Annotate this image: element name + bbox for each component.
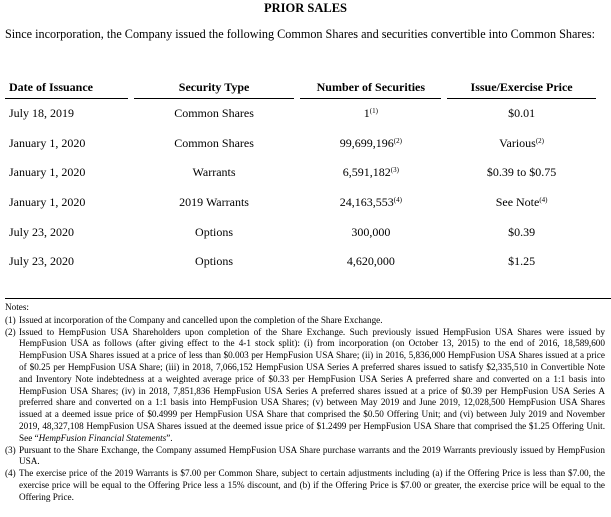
note-number: (1) [5,314,16,325]
note-item [5,327,605,445]
table-row [5,247,596,277]
cell-number [300,129,441,159]
footnote-ref: (1) [369,107,378,116]
cell-price-value: $1.25 [508,254,536,269]
section-title: PRIOR SALES [263,1,347,15]
header-security-type: Security Type [134,76,295,99]
note-text: Pursuant to the Share Exchange, the Company assumed HempFusion USA Share purchase warrants and the 2019 Warrants previously issued by HempFusion USA. [19,444,605,467]
note-text-body: Issued to HempFusion USA Shareholders upon completion of the Share Exchange. Such previously issued HempFusion USA Shares were issued by HempFusion USA as follows (after giving effect to the 4-1 stock split): (i) from incorporation (on October 13, 2015) to the end of 2016, 18,589,600 HempFusion USA Shares issued at a price of less than $0.003 per HempFusion USA Share; (ii) in 2016, 5,836,000 HempFusion USA Shares issued at a price of $0.25 per HempFusion USA Share; (iii) in 2018, 7,066,152 HempFusion USA Series A preferred shares issued to satisfy $2,335,510 in Convertible Note and Inventory Note indebtedness at a weighted average price of $0.33 per HempFusion USA Series A preferred share and converted on a 1:1 basis into HempFusion USA Shares; (iv) in 2018, 7,851,836 HempFusion USA Series A preferred shares issued at a price of $0.39 per HempFusion USA Series A preferred share and converted on a 1:1 basis into HempFusion USA Shares; (v) between May 2019 and June 2019, 12,028,500 HempFusion USA Shares issued at a deemed issue price of $0.4999 per HempFusion USA Share that comprised the $0.50 Offering Unit; and (vi) between July 2019 and November 2019, 48,327,108 HempFusion USA Shares issued at the deemed issue price of $1.2499 per HempFusion USA Share that comprised the $1.25 Offering Unit. See “ [19,326,605,443]
table-row [5,188,596,218]
cell-number-value: 6,591,182 [342,165,391,180]
cell-date [5,217,128,247]
header-number: Number of Securities [300,76,441,99]
cell-number-value: 4,620,000 [346,254,395,269]
cell-date-value: January 1, 2020 [9,195,86,210]
cell-price [447,217,596,247]
cell-date-value: July 18, 2019 [9,106,75,121]
note-text [19,327,605,445]
cell-date-value: July 23, 2020 [9,224,75,239]
cell-number-value: 300,000 [351,224,391,239]
footnote-ref: (2) [393,136,402,145]
table-row [5,99,596,129]
note-text: The exercise price of the 2019 Warrants is $7.00 per Common Share, subject to certain adjustments including (a) if the Offering Price is less than $7.00, the exercise price will be equal to the Offering Price less a 15% discount, and (b) if the Offering Price is $7.00 or greater, the exercise price will be equal to the Offering Price. [19,468,605,502]
note-text-italic: HempFusion Financial Statements [38,432,167,443]
cell-security-type-value: Common Shares [174,106,254,121]
cell-number [300,188,441,218]
note-item [5,468,605,503]
cell-security-type [134,158,295,188]
cell-date [5,99,128,129]
table-header-row [5,76,596,99]
prior-sales-table [0,76,602,277]
cell-number [300,99,441,129]
header-price: Issue/Exercise Price [447,76,596,99]
cell-price [447,188,596,218]
note-number: (4) [5,468,16,479]
note-item [5,315,605,327]
cell-date-value: January 1, 2020 [9,135,86,150]
cell-number-value: 24,163,553 [339,195,394,210]
notes-divider [5,298,611,299]
cell-number [300,217,441,247]
table-row [5,129,596,159]
note-text: Issued at incorporation of the Company and cancelled upon the completion of the Share Exchange. [19,314,383,325]
cell-date-value: January 1, 2020 [9,165,86,180]
footnote-ref: (3) [390,166,399,175]
cell-security-type-value: Common Shares [174,135,254,150]
table-row [5,217,596,247]
cell-security-type-value: 2019 Warrants [179,195,249,210]
cell-number-value: 99,699,196 [339,135,394,150]
cell-date-value: July 23, 2020 [9,254,75,269]
note-number: (2) [5,326,16,337]
cell-security-type [134,129,295,159]
note-number: (3) [5,444,16,455]
intro-paragraph: Since incorporation, the Company issued the following Common Shares and securities convertible into Common Shares: [5,27,595,41]
note-text-tail: ”. [166,432,173,443]
cell-price-value: $0.39 [508,224,536,239]
cell-price-value: See Note [495,195,540,210]
cell-date [5,129,128,159]
cell-security-type-value: Warrants [192,165,236,180]
cell-number-value: 1 [363,106,370,121]
cell-price [447,158,596,188]
cell-security-type-value: Options [195,254,234,269]
notes-section [5,302,605,504]
notes-label: Notes: [5,302,29,312]
cell-price-value: $0.01 [508,106,536,121]
cell-security-type [134,188,295,218]
cell-date [5,188,128,218]
cell-security-type [134,247,295,277]
footnote-ref: (4) [393,196,402,205]
footnote-ref: (4) [539,196,548,205]
cell-number [300,247,441,277]
cell-date [5,158,128,188]
header-date: Date of Issuance [5,76,128,99]
cell-date [5,247,128,277]
cell-price [447,247,596,277]
note-item [5,445,605,469]
cell-security-type [134,217,295,247]
table-row [5,158,596,188]
cell-security-type-value: Options [195,224,234,239]
footnote-ref: (2) [535,136,545,145]
cell-price-value: Various [499,135,536,150]
cell-price [447,99,596,129]
cell-number [300,158,441,188]
cell-security-type [134,99,295,129]
cell-price-value: $0.39 to $0.75 [486,165,557,180]
cell-price [447,129,596,159]
